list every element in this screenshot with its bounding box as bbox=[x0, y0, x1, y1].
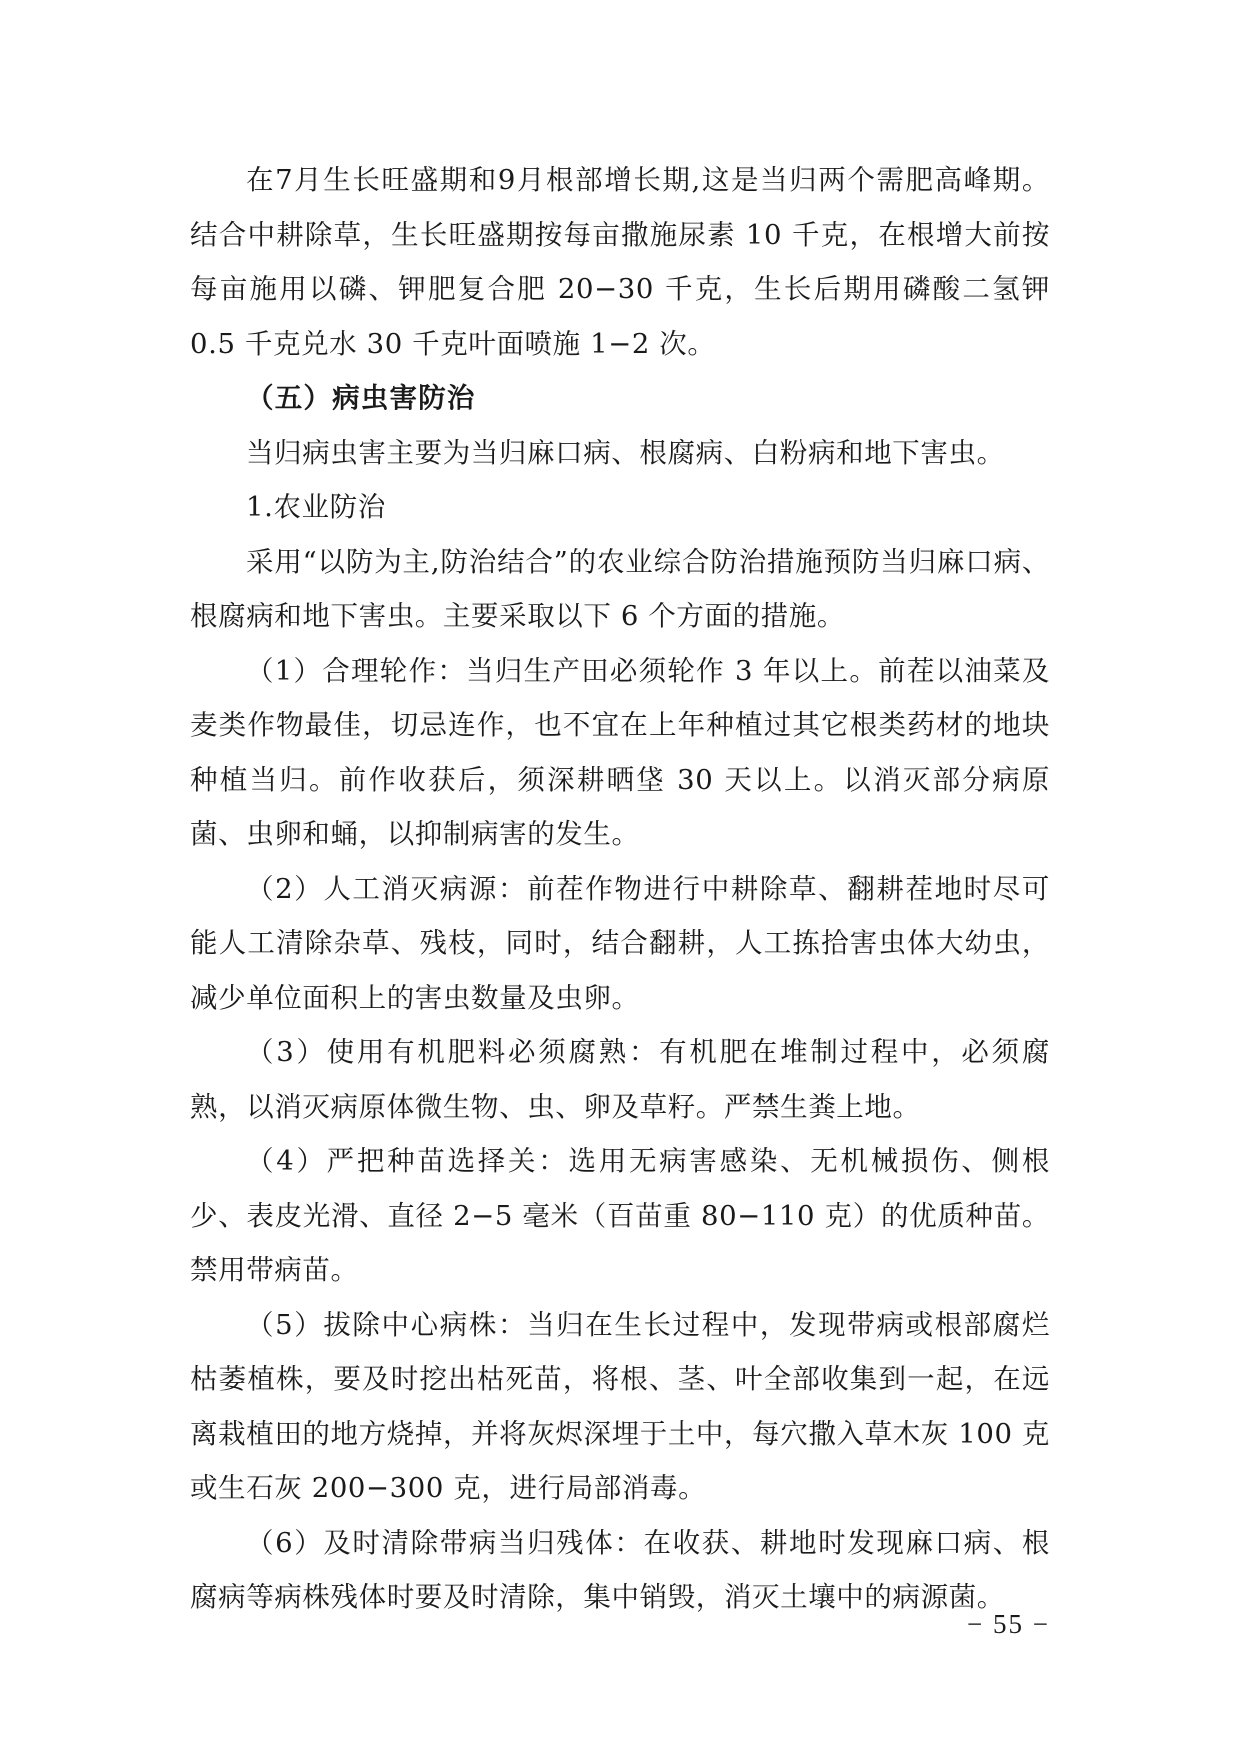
paragraph-clear-residue: （6）及时清除带病当归残体：在收获、耕地时发现麻口病、根腐病等病株残体时要及时清除，集中销毁，消灭土壤中的病源菌。 bbox=[190, 1526, 1050, 1613]
subheading-agricultural-control: 1.农业防治 bbox=[246, 491, 386, 523]
paragraph-fertilizer: 在7月生长旺盛期和9月根部增长期,这是当归两个需肥高峰期。结合中耕除草，生长旺盛期按每亩撒施尿素 10 千克，在根增大前按每亩施用以磷、钾肥复合肥 20−30 千克，生长后期用磷酸二氢钾 0.5 千克兑水 30 千克叶面喷施 1−2 次。 bbox=[190, 164, 1050, 360]
paragraph-rotation: （1）合理轮作：当归生产田必须轮作 3 年以上。前茬以油菜及麦类作物最佳，切忌连作，也不宜在上年种植过其它根类药材的地块种植当归。前作收获后，须深耕晒垡 30 天以上。以消灭部分病原菌、虫卵和蛹，以抑制病害的发生。 bbox=[190, 654, 1050, 850]
paragraph-main-pests: 当归病虫害主要为当归麻口病、根腐病、白粉病和地下害虫。 bbox=[246, 436, 1005, 469]
paragraph-integrated-measures: 采用“以防为主,防治结合”的农业综合防治措施预防当归麻口病、根腐病和地下害虫。主要采取以下 6 个方面的措施。 bbox=[190, 545, 1050, 632]
paragraph-seedling-selection: （4）严把种苗选择关：选用无病害感染、无机械损伤、侧根少、表皮光滑、直径 2−5 毫米（百苗重 80−110 克）的优质种苗。禁用带病苗。 bbox=[190, 1145, 1050, 1286]
paragraph-manual-removal: （2）人工消灭病源：前茬作物进行中耕除草、翻耕茬地时尽可能人工清除杂草、残枝，同时，结合翻耕，人工拣拾害虫体大幼虫，减少单位面积上的害虫数量及虫卵。 bbox=[190, 872, 1050, 1014]
body-text bbox=[190, 153, 1050, 1625]
section-heading-pest-control: （五）病虫害防治 bbox=[246, 382, 476, 414]
page-number: − 55 − bbox=[967, 1609, 1050, 1639]
paragraph-remove-diseased-plants: （5）拔除中心病株：当归在生长过程中，发现带病或根部腐烂枯萎植株，要及时挖出枯死苗，将根、茎、叶全部收集到一起，在远离栽植田的地方烧掉，并将灰烬深埋于土中，每穴撒入草木灰 100 克或生石灰 200−300 克，进行局部消毒。 bbox=[190, 1308, 1050, 1504]
paragraph-organic-fertilizer: （3）使用有机肥料必须腐熟：有机肥在堆制过程中，必须腐熟，以消灭病原体微生物、虫、卵及草籽。严禁生粪上地。 bbox=[190, 1036, 1050, 1123]
